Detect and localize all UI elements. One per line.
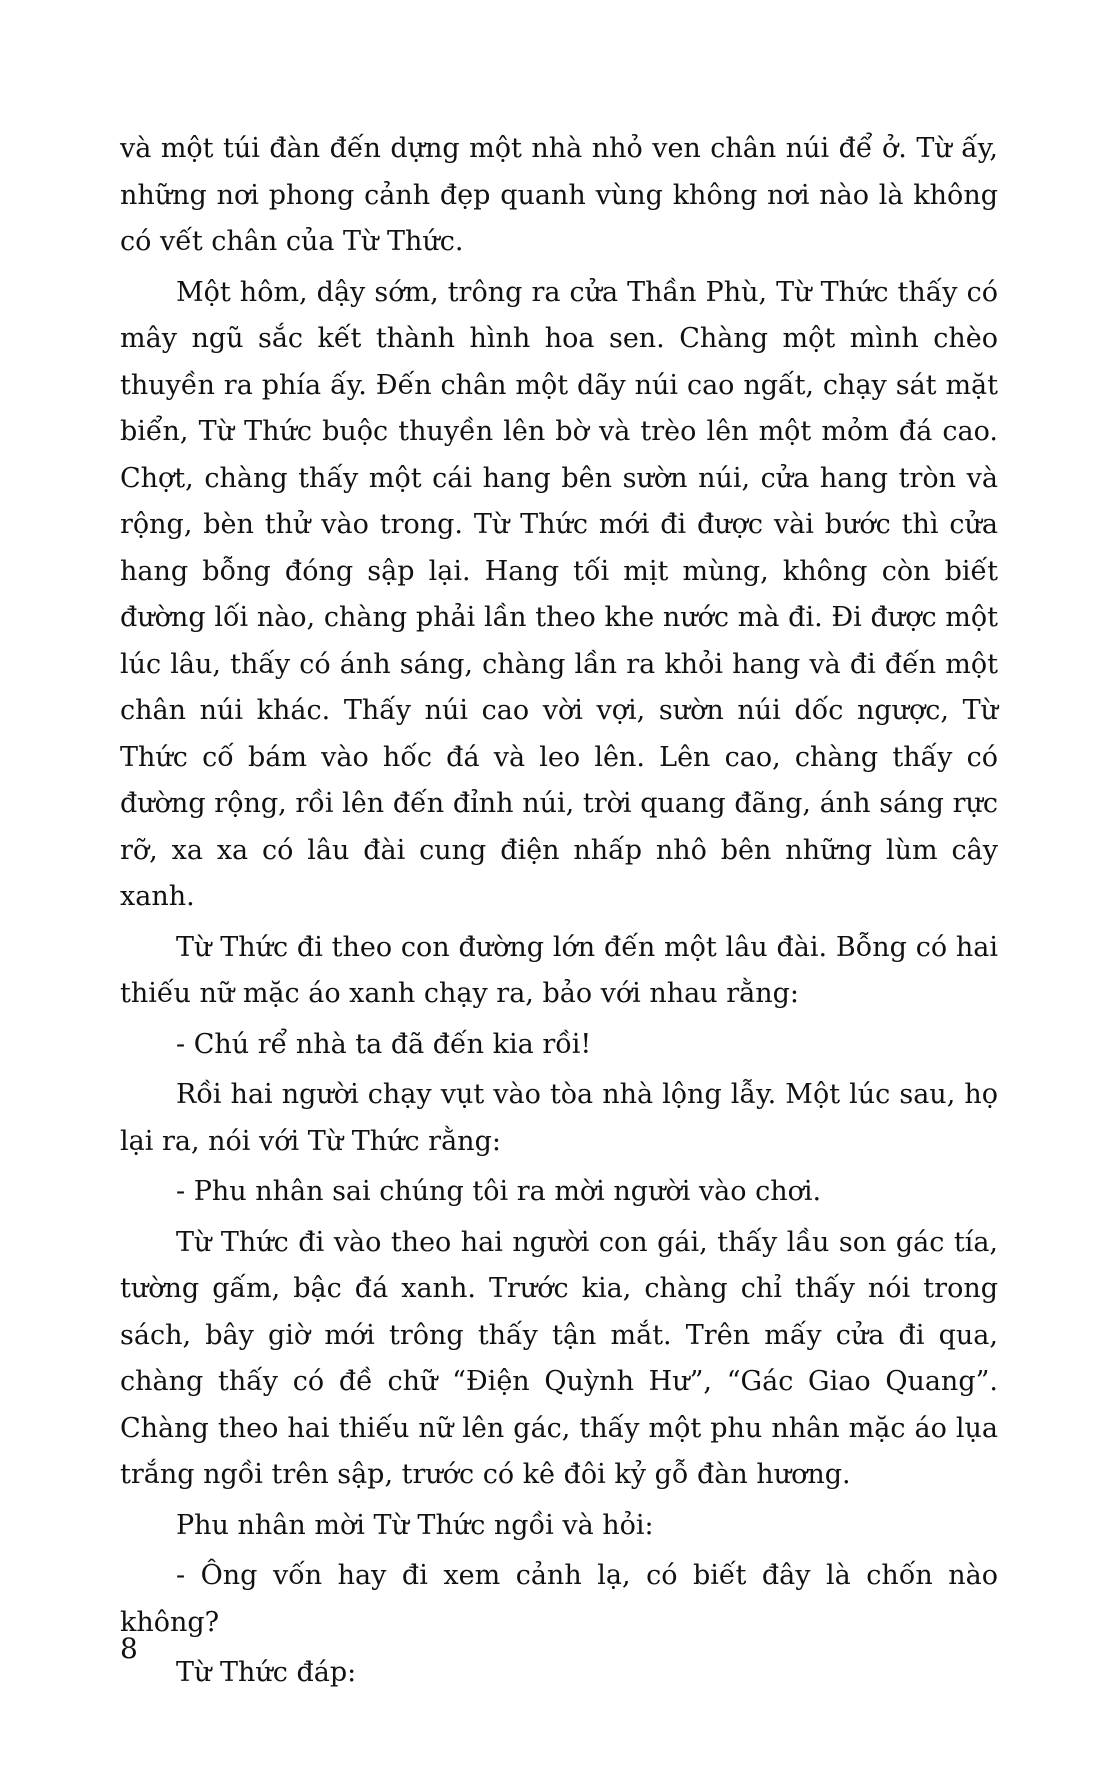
dialogue-line-2: - Phu nhân sai chúng tôi ra mời người vào chơi. <box>176 1176 822 1207</box>
dialogue-line-1: - Chú rể nhà ta đã đến kia rồi! <box>176 1028 592 1060</box>
paragraph-5: Từ Thức đi vào theo hai người con gái, thấy lầu son gác tía, tường gấm, bậc đá xanh. Trước kia, chàng chỉ thấy nói trong sách, bây giờ mới trông thấy tận mắt. Trên mấy cửa đi qua, chàng thấy có đề chữ “Điện Quỳnh Hư”, “Gác Giao Quang”. Chàng theo hai thiếu nữ lên gác, thấy một phu nhân mặc áo lụa trắng ngồi trên sập, trước có kê đôi kỷ gỗ đàn hương. <box>120 1226 998 1490</box>
dialogue-line-3: - Ông vốn hay đi xem cảnh lạ, có biết đây là chốn nào không? <box>120 1560 998 1638</box>
paragraph-6: Phu nhân mời Từ Thức ngồi và hỏi: <box>176 1509 654 1541</box>
paragraph-2: Một hôm, dậy sớm, trông ra cửa Thần Phù, Từ Thức thấy có mây ngũ sắc kết thành hình hoa sen. Chàng một mình chèo thuyền ra phía ấy. Đến chân một dãy núi cao ngất, chạy sát mặt biển, Từ Thức buộc thuyền lên bờ và trèo lên một mỏm đá cao. Chợt, chàng thấy một cái hang bên sườn núi, cửa hang tròn và rộng, bèn thử vào trong. Từ Thức mới đi được vài bước thì cửa hang bỗng đóng sập lại. Hang tối mịt mùng, không còn biết đường lối nào, chàng phải lần theo khe nước mà đi. Đi được một lúc lâu, thấy có ánh sáng, chàng lần ra khỏi hang và đi đến một chân núi khác. Thấy núi cao vời vợi, sườn núi dốc ngược, Từ Thức cố bám vào hốc đá và leo lên. Lên cao, chàng thấy có đường rộng, rồi lên đến đỉnh núi, trời quang đãng, ánh sáng rực rỡ, xa xa có lâu đài cung điện nhấp nhô bên những lùm cây xanh. <box>120 276 998 912</box>
paragraph-3: Từ Thức đi theo con đường lớn đến một lâu đài. Bỗng có hai thiếu nữ mặc áo xanh chạy ra, bảo với nhau rằng: <box>120 931 998 1009</box>
paragraph-4: Rồi hai người chạy vụt vào tòa nhà lộng lẫy. Một lúc sau, họ lại ra, nói với Từ Thức rằng: <box>120 1079 998 1157</box>
body-text <box>120 126 998 1701</box>
paragraph-7: Từ Thức đáp: <box>176 1657 357 1688</box>
page-number: 8 <box>120 1632 138 1665</box>
paragraph-1: và một túi đàn đến dựng một nhà nhỏ ven chân núi để ở. Từ ấy, những nơi phong cảnh đẹp quanh vùng không nơi nào là không có vết chân của Từ Thức. <box>120 133 998 257</box>
